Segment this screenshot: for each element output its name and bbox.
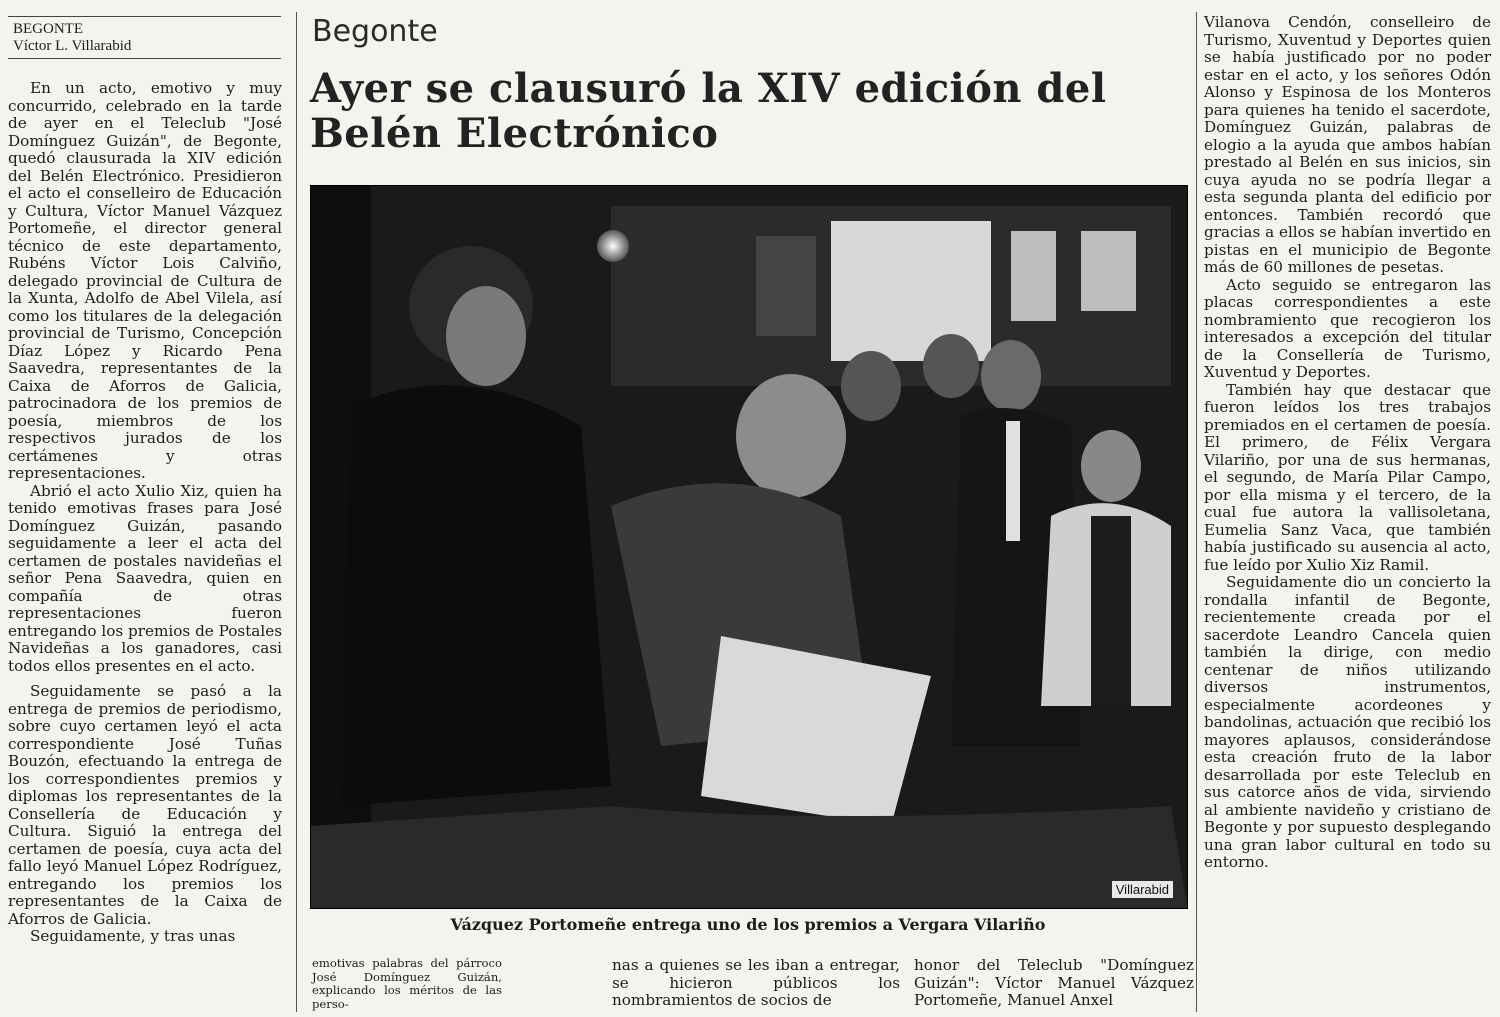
photo-illustration: [311, 186, 1187, 908]
byline: [8, 16, 281, 59]
article-column-5: [1204, 14, 1491, 872]
headline-line: Ayer se clausuró la XIV edición del: [310, 65, 1107, 112]
news-photo: [310, 185, 1188, 909]
photo-credit: Villarabid: [1112, 881, 1173, 898]
paragraph: Vilanova Cendón, conselleiro de Turismo, Xuventud y Deportes quien se había justificado por no poder estar en el acto, y los señores Odón Alonso y Espinosa de los Monteros para quienes ha tenido el sacerdote, Domínguez Guizán, palabras de elogio a la ayuda que ambos habían prestado al Belén en sus inicios, sin cuya ayuda no se podría llegar a esta segunda planta del edificio por entonces. También recordó que gracias a ellos se habían invertido en pistas en el municipio de Begonte más de 60 millones de pesetas.: [1204, 13, 1492, 276]
column-rule: [1196, 12, 1197, 1012]
paragraph: Seguidamente se pasó a la entrega de premios de periodismo, sobre cuyo certamen leyó el acta correspondiente José Tuñas Bouzón, efectuando la entrega de los correspondientes premios y diplomas los representantes de la Consellería de Educación y Cultura. Siguió la entrega del certamen de poesía, cuya acta del fallo leyó Manuel López Rodríguez, entregando los premios los representantes de la Caixa de Aforros de Galicia.: [8, 682, 282, 928]
article-column-1: [8, 80, 282, 946]
article-column-2: emotivas palabras del párroco José Domínguez Guizán, explicando los méritos de las perso-: [312, 956, 502, 1011]
article-column-3: nas a quienes se les iban a entregar, se hicieron públicos los nombramientos de socios de: [612, 956, 900, 1009]
paragraph: En un acto, emotivo y muy concurrido, celebrado en la tarde de ayer en el Teleclub "José Domínguez Guizán", de Begonte, quedó clausurada la XIV edición del Belén Electrónico. Presidieron el acto el conselleiro de Educación y Cultura, Víctor Manuel Vázquez Portomeñe, el director general técnico de este departamento, Rubéns Víctor Lois Calviño, delegado provincial de Cultura de la Xunta, Adolfo de Abel Vilela, así como los titulares de la delegación provincial de Turismo, Concepción Díaz López y Ricardo Pena Saavedra, representantes de la Caixa de Aforros de Galicia, patrocinadora de los premios de poesía, miembros de los respectivos jurados de los certámenes y otras representaciones.: [8, 79, 282, 482]
paragraph: Seguidamente dio un concierto la rondalla infantil de Begonte, recientemente creada por el sacerdote Leandro Cancela quien también la dirige, con medio centenar de niños utilizando diversos instrumentos, especialmente acordeones y bandolinas, actuación que recibió los mayores aplausos, considerándose esta creación fruto de la labor desarrollada por este Teleclub en sus catorce años de vida, sirviendo al ambiente navideño y cristiano de Begonte y por supuesto desplegando una gran labor cultural en todo su entorno.: [1204, 573, 1491, 871]
article-column-4: honor del Teleclub "Domínguez Guizán": Víctor Manuel Vázquez Portomeñe, Manuel Anxel: [914, 956, 1194, 1009]
photo-caption: Vázquez Portomeñe entrega uno de los premios a Vergara Vilariño: [450, 915, 1046, 934]
headline: [310, 66, 1190, 156]
paragraph: Seguidamente, y tras unas: [30, 927, 236, 945]
column-rule: [296, 12, 297, 1012]
paragraph: Abrió el acto Xulio Xiz, quien ha tenido emotivas frases para José Domínguez Guizán, pasando seguidamente a leer el acta del certamen de postales navideñas el señor Pena Saavedra, quien en compañía de otras representaciones fueron entregando los premios de Postales Navideñas a los ganadores, casi todos ellos presentes en el acto.: [8, 481, 282, 675]
byline-author: Víctor L. Villarabid: [13, 38, 132, 54]
section-kicker: Begonte: [312, 14, 438, 49]
byline-place: BEGONTE: [13, 21, 83, 37]
paragraph: Acto seguido se entregaron las placas correspondientes a este nombramiento que recogieron los interesados a excepción del titular de la Consellería de Turismo, Xuventud y Deportes.: [1204, 275, 1491, 381]
headline-line: Belén Electrónico: [310, 110, 719, 157]
paragraph: También hay que destacar que fueron leídos los tres trabajos premiados en el certamen de poesía. El primero, de Félix Vergara Vilariño, por una de sus hermanas, el segundo, de María Pilar Campo, por ella misma y el tercero, de la cual fue autora la vallisoletana, Eumelia Sanz Vaca, que también había justificado su ausencia al acto, fue leído por Xulio Xiz Ramil.: [1204, 380, 1491, 574]
